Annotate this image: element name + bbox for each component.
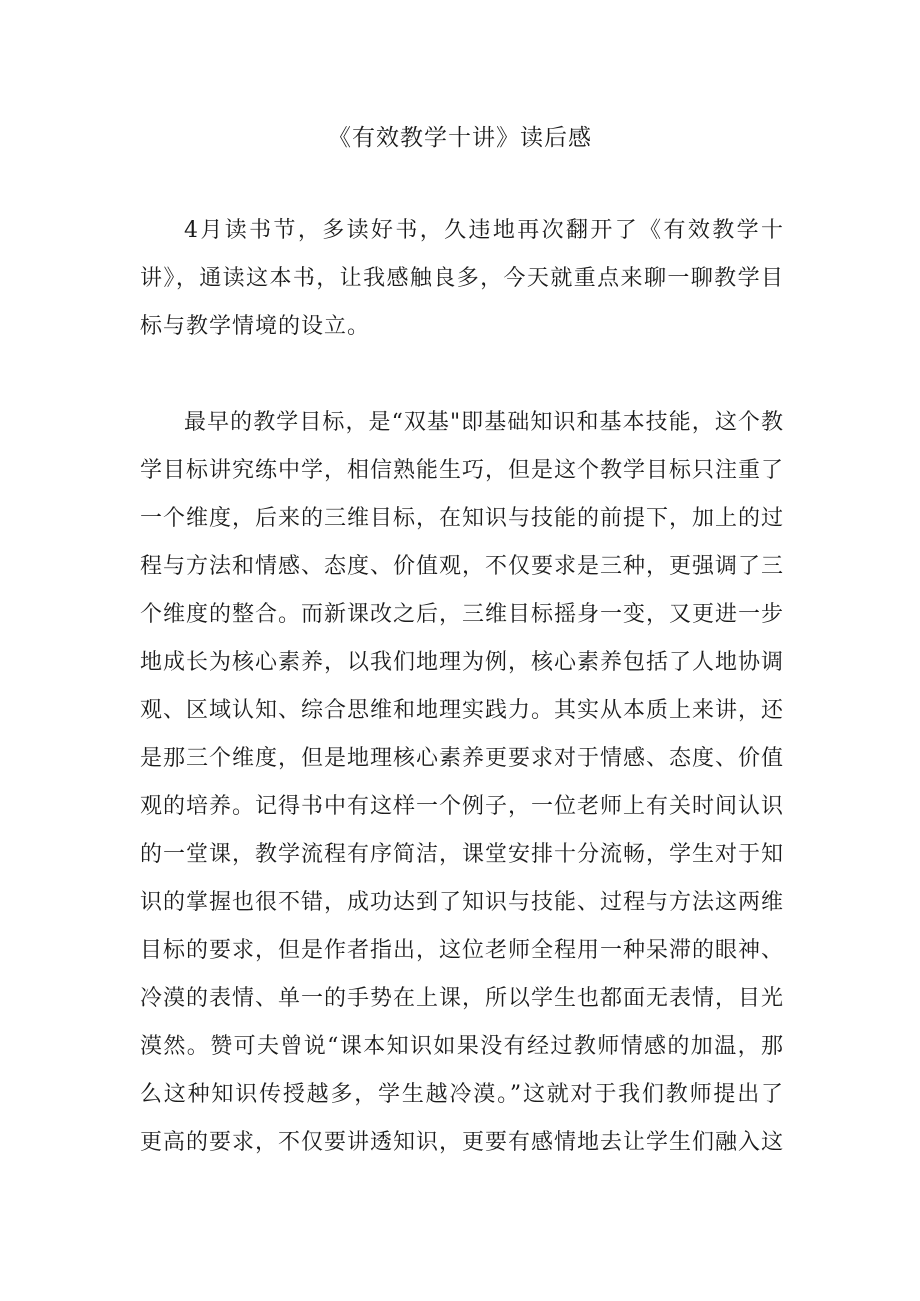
paragraph-teaching-goals: 最早的教学目标，是“双基"即基础知识和基本技能，这个教学目标讲究练中学，相信熟能生巧，但是这个教学目标只注重了一个维度，后来的三维目标，在知识与技能的前提下，加上的过程与方法和情感、态度、价值观，不仅要求是三种，更强调了三个维度的整合。而新课改之后，三维目标摇身一变，又更进一步地成长为核心素养，以我们地理为例，核心素养包括了人地协调观、区域认知、综合思维和地理实践力。其实从本质上来讲，还是那三个维度，但是地理核心素养更要求对于情感、态度、价值观的培养。记得书中有这样一个例子，一位老师上有关时间认识的一堂课，教学流程有序简洁，课堂安排十分流畅，学生对于知识的掌握也很不错，成功达到了知识与技能、过程与方法这两维目标的要求，但是作者指出，这位老师全程用一种呆滞的眼神、冷漠的表情、单一的手势在上课，所以学生也都面无表情，目光漠然。赞可夫曾说“课本知识如果没有经过教师情感的加温，那么这种知识传授越多，学生越冷漠。”这就对于我们教师提出了更高的要求，不仅要讲透知识，更要有感情地去让学生们融入这 [140, 410, 785, 1155]
paragraph-intro: 4月读书节，多读好书，久违地再次翻开了《有效教学十讲》，通读这本书，让我感触良多，今天就重点来聊一聊教学目标与教学情境的设立。 [140, 218, 784, 339]
document-title: 《有效教学十讲》读后感 [328, 125, 592, 151]
